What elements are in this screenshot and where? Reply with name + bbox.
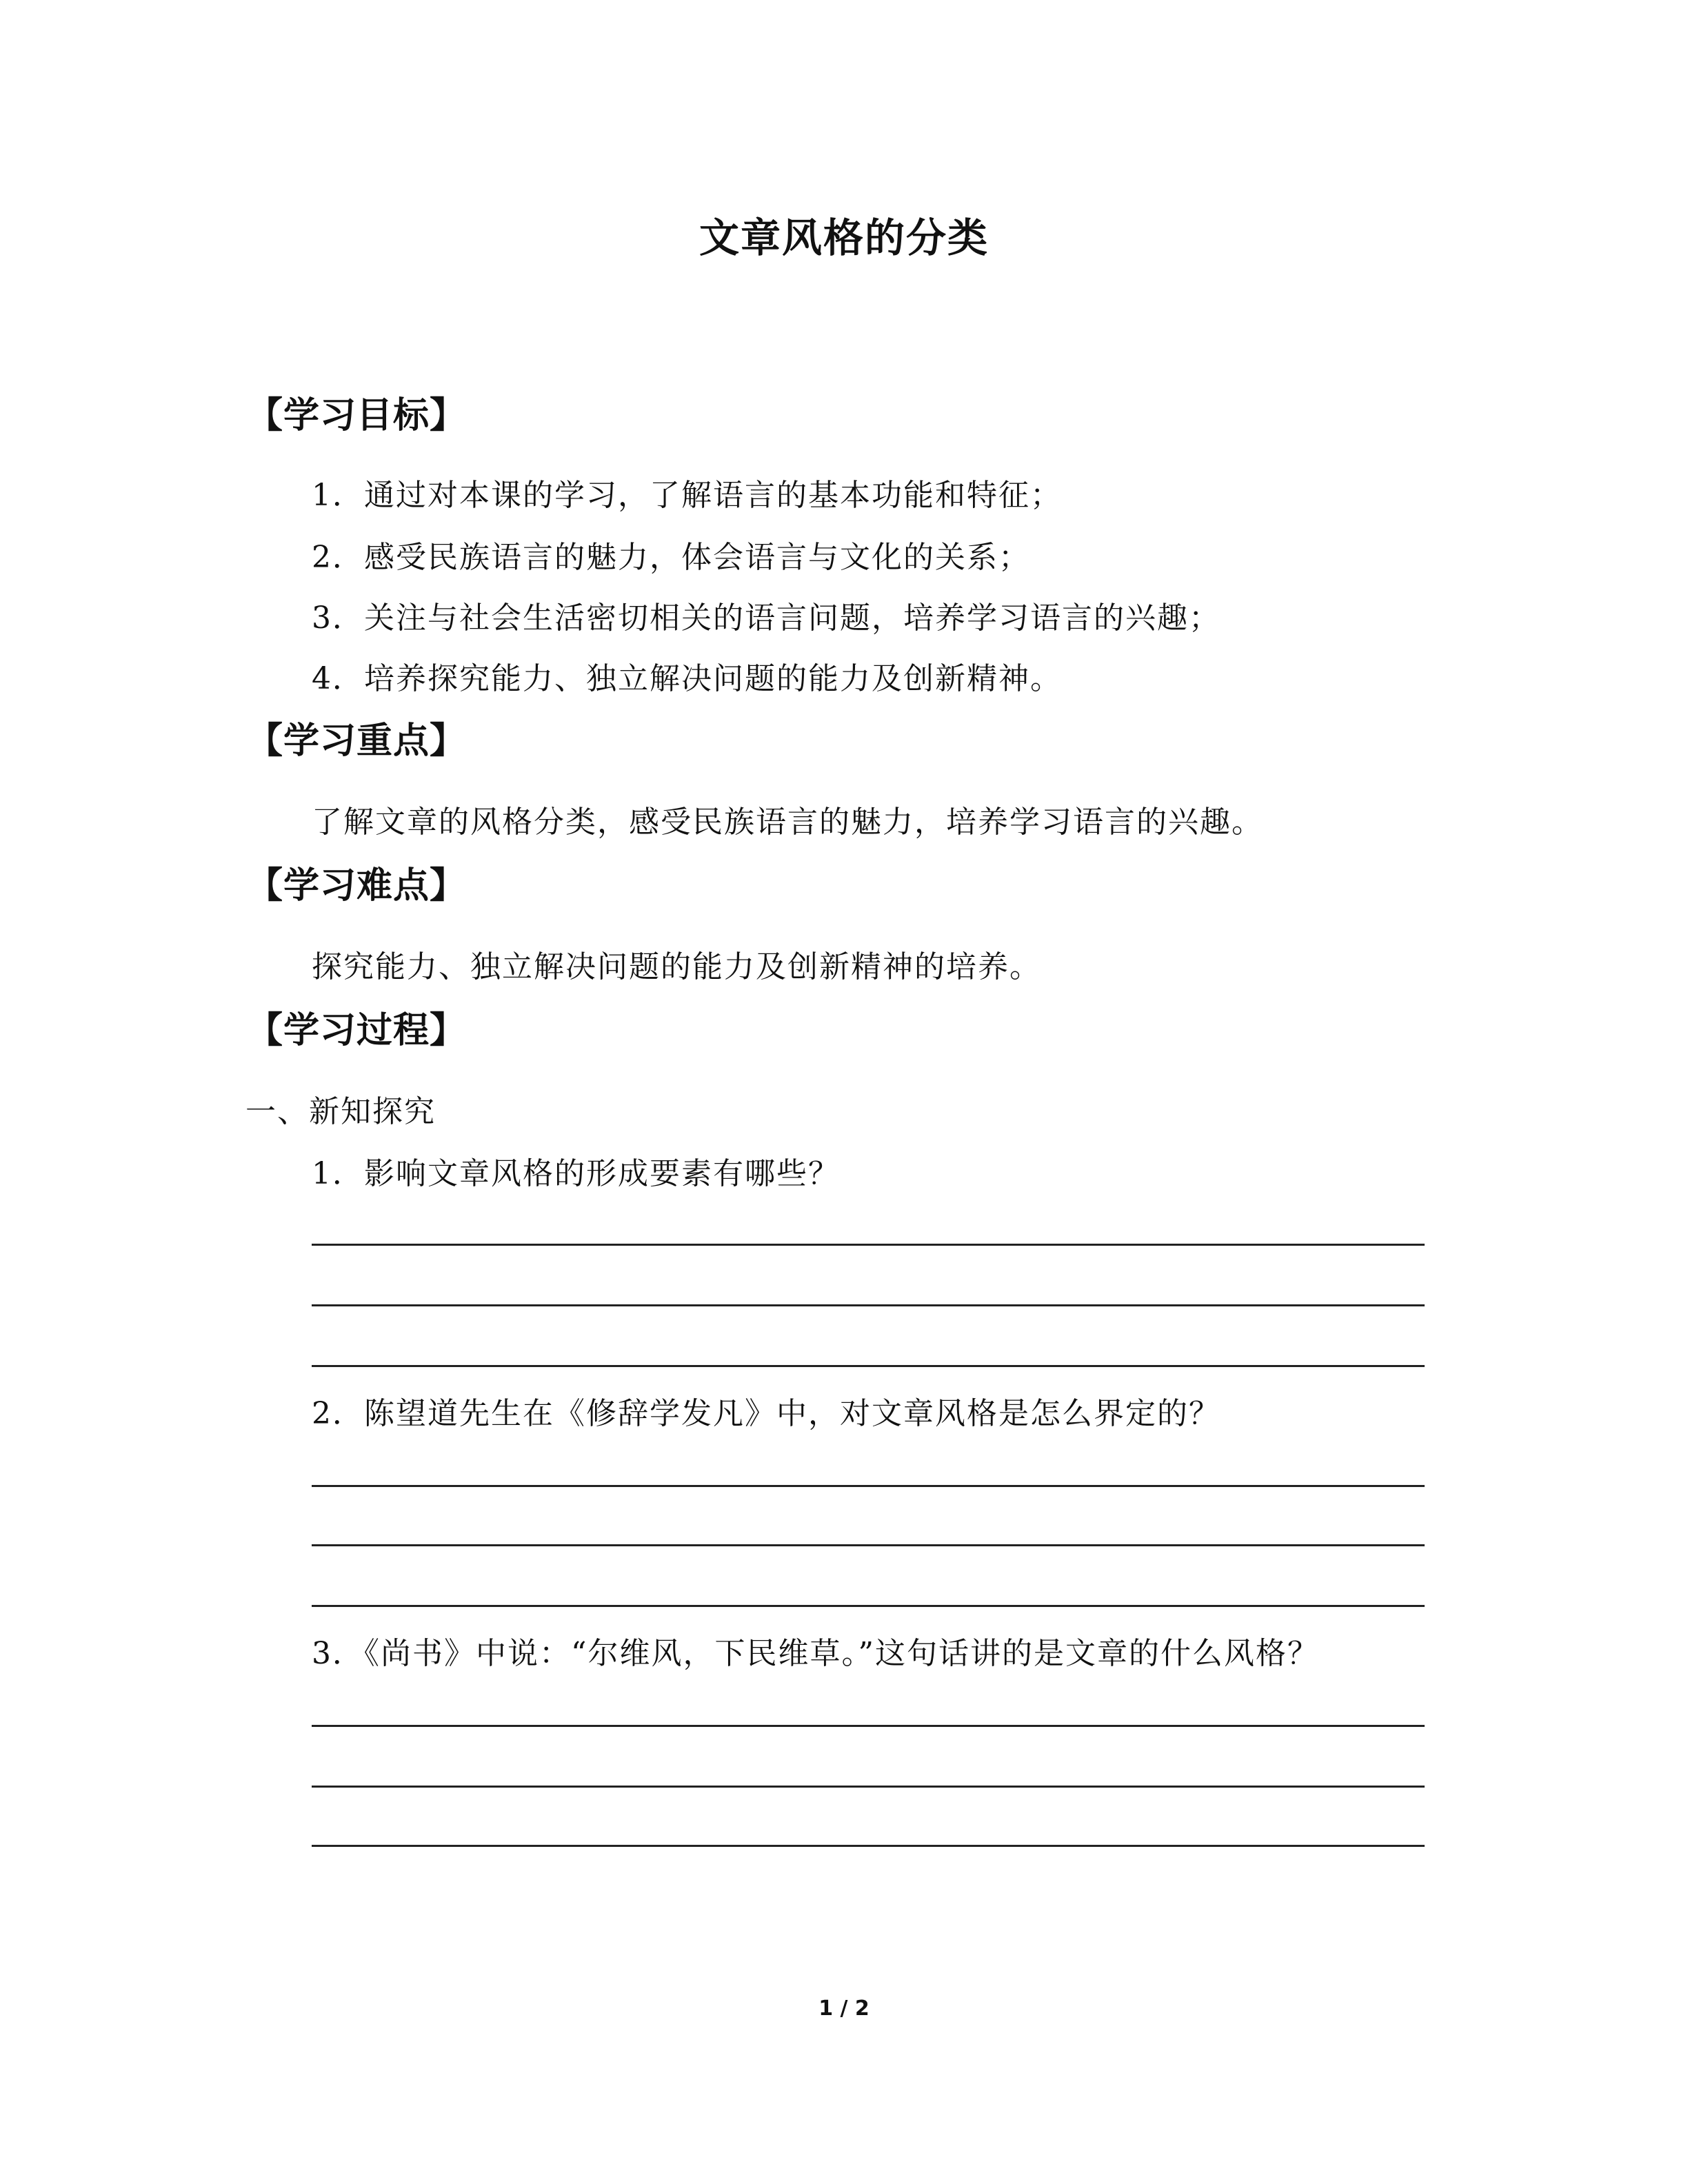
objective-item-3: 3．关注与社会生活密切相关的语言问题，培养学习语言的兴趣；: [312, 600, 1220, 636]
answer-line: [312, 1725, 1425, 1727]
question-1: 1．影响文章风格的形成要素有哪些？: [312, 1156, 840, 1191]
answer-line: [312, 1485, 1425, 1487]
process-part-title: 一、新知探究: [245, 1094, 436, 1129]
answer-line: [312, 1365, 1425, 1367]
answer-line: [312, 1605, 1425, 1607]
answer-line: [312, 1786, 1425, 1788]
objective-item-4: 4．培养探究能力、独立解决问题的能力及创新精神。: [312, 661, 1062, 696]
answer-line: [312, 1544, 1425, 1546]
objectives-heading: 【学习目标】: [247, 395, 467, 436]
answer-line: [312, 1845, 1425, 1847]
answer-line: [312, 1304, 1425, 1306]
page-number: 1 / 2: [818, 1996, 870, 2021]
objective-item-1: 1．通过对本课的学习，了解语言的基本功能和特征；: [312, 478, 1062, 513]
key-points-heading: 【学习重点】: [247, 720, 467, 762]
process-heading: 【学习过程】: [247, 1010, 467, 1051]
question-3: 3．《尚书》中说：“尔维风，下民维草。”这句话讲的是文章的什么风格？: [312, 1636, 1319, 1671]
key-points-text: 了解文章的风格分类，感受民族语言的魅力，培养学习语言的兴趣。: [312, 805, 1263, 840]
objective-item-2: 2．感受民族语言的魅力，体会语言与文化的关系；: [312, 540, 1030, 575]
answer-line: [312, 1244, 1425, 1246]
difficulties-heading: 【学习难点】: [247, 865, 467, 907]
document-title: 文章风格的分类: [699, 214, 989, 261]
difficulties-text: 探究能力、独立解决问题的能力及创新精神的培养。: [312, 949, 1041, 984]
question-2: 2．陈望道先生在《修辞学发凡》中，对文章风格是怎么界定的？: [312, 1396, 1220, 1431]
